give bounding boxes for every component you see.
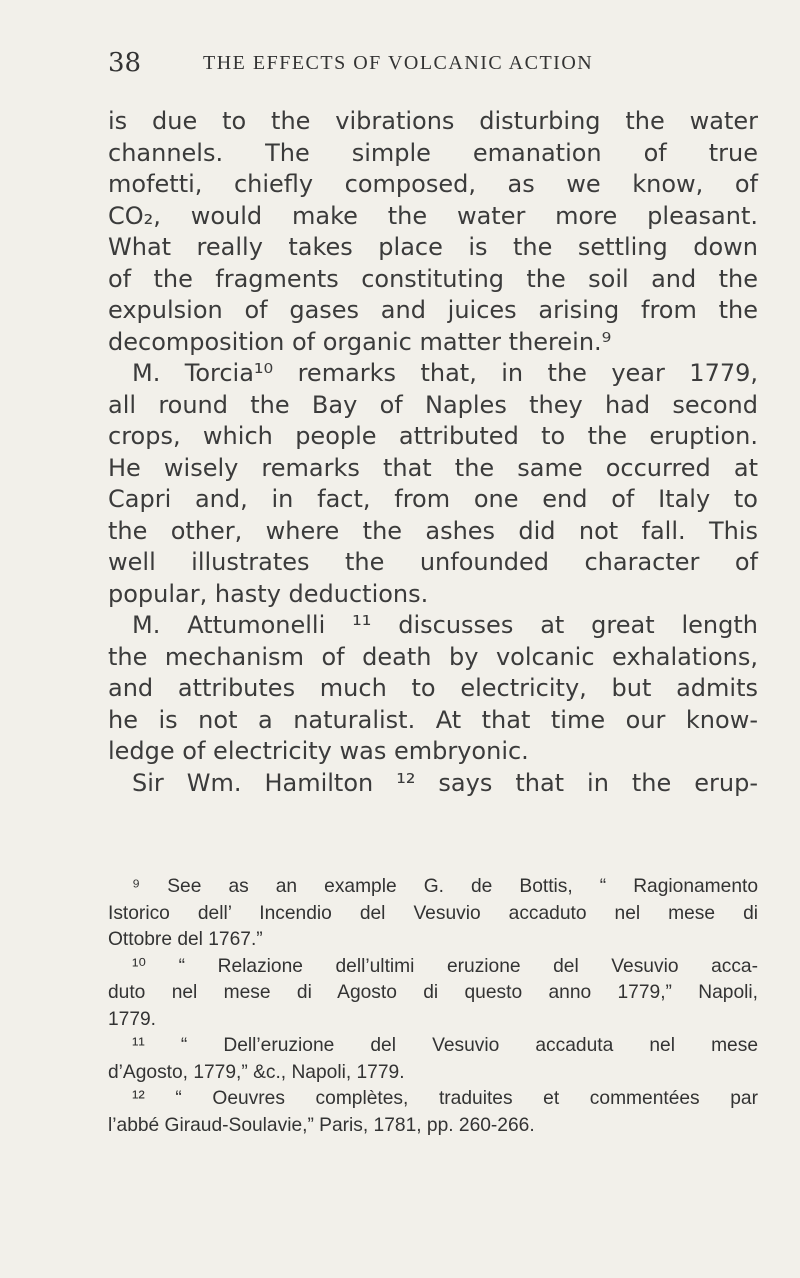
body-line: channels. The simple emanation of true xyxy=(108,138,758,167)
body-line: the mechanism of death by volcanic exhalations, xyxy=(108,642,758,671)
footnote-line: l’abbé Giraud-Soulavie,” Paris, 1781, pp. 260-266. xyxy=(108,1114,535,1136)
footnote-line: 1779. xyxy=(108,1008,157,1030)
body-line: M. Torcia¹⁰ remarks that, in the year 1779, xyxy=(132,359,758,387)
footnotes xyxy=(108,874,758,1139)
body-line: ledge of electricity was embryonic. xyxy=(108,737,529,765)
body-line: is due to the vibrations disturbing the water xyxy=(108,107,758,135)
body-line: he is not a naturalist. At that time our know- xyxy=(108,705,758,734)
body-line: expulsion of gases and juices arising from the xyxy=(108,296,758,324)
body-line: What really takes place is the settling down xyxy=(108,233,758,261)
body-line: mofetti, chiefly composed, as we know, of xyxy=(108,170,758,198)
body-line: the other, where the ashes did not fall. This xyxy=(108,516,758,545)
page-number: 38 xyxy=(108,48,142,78)
body-line: popular, hasty deductions. xyxy=(108,579,429,608)
body-line: He wisely remarks that the same occurred at xyxy=(108,453,758,482)
body-line: Sir Wm. Hamilton ¹² says that in the erup- xyxy=(132,768,758,797)
body-line: all round the Bay of Naples they had second xyxy=(108,390,758,419)
footnote-line: ¹² “ Oeuvres complètes, traduites et commentées par xyxy=(132,1088,758,1109)
footnote-line: Istorico dell’ Incendio del Vesuvio accaduto nel mese di xyxy=(108,902,758,924)
body-line: crops, which people attributed to the eruption. xyxy=(108,422,758,450)
body-line: well illustrates the unfounded character of xyxy=(108,548,758,576)
footnote-line: duto nel mese di Agosto di questo anno 1779,” Napoli, xyxy=(108,982,758,1003)
footnote-line: d’Agosto, 1779,” &c., Napoli, 1779. xyxy=(108,1061,405,1083)
page-header xyxy=(108,48,668,88)
body-text xyxy=(108,106,758,799)
footnote-line: ¹¹ “ Dell’eruzione del Vesuvio accaduta nel mese xyxy=(132,1035,758,1056)
footnote-line: ⁹ See as an example G. de Bottis, “ Ragionamento xyxy=(132,876,758,897)
body-line: of the fragments constituting the soil and the xyxy=(108,264,758,293)
body-line: decomposition of organic matter therein.⁹ xyxy=(108,327,612,356)
running-head: THE EFFECTS OF VOLCANIC ACTION xyxy=(203,52,594,74)
body-line: and attributes much to electricity, but admits xyxy=(108,674,758,702)
body-line: CO₂, would make the water more pleasant. xyxy=(108,201,758,230)
body-line: Capri and, in fact, from one end of Italy to xyxy=(108,485,758,513)
footnote-line: Ottobre del 1767.” xyxy=(108,929,263,950)
footnote-line: ¹⁰ “ Relazione dell’ultimi eruzione del Vesuvio acca- xyxy=(132,955,758,977)
body-line: M. Attumonelli ¹¹ discusses at great length xyxy=(132,611,758,639)
